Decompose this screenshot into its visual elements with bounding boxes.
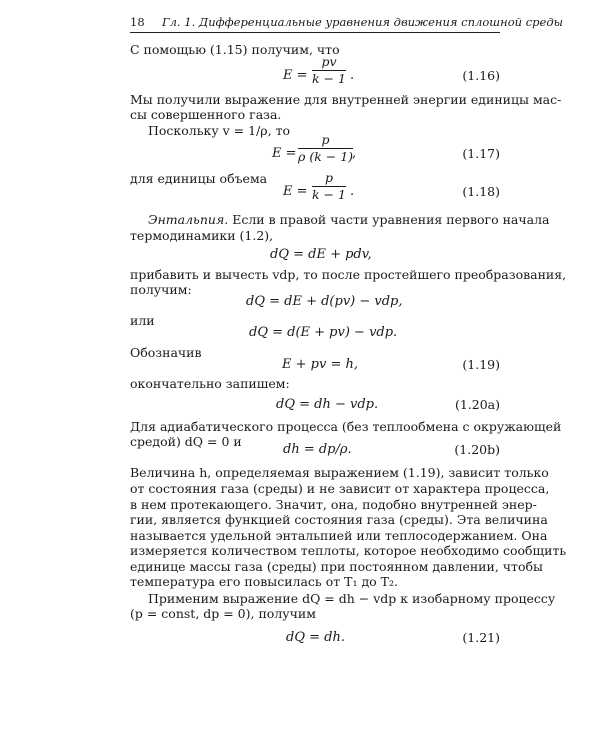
fraction-numerator: p: [312, 171, 346, 187]
text-line: от состояния газа (среды) и не зависит от характера процесса,: [130, 481, 550, 496]
text-line: сы совершенного газа.: [130, 107, 282, 122]
text-line: или: [130, 313, 155, 328]
equation-lhs: E =: [283, 68, 308, 83]
text-line: Применим выражение dQ = dh − vdp к изобарному процессу: [148, 591, 556, 606]
text-line: [148, 212, 550, 227]
text-line: измеряется количеством теплоты, которое необходимо сообщить: [130, 543, 567, 558]
text-line: Для адиабатического процесса (без теплообмена с окружающей: [130, 419, 562, 434]
text-line: окончательно запишем:: [130, 376, 290, 391]
equation-number: (1.19): [462, 357, 500, 372]
equation: dQ = dE + pdv,: [270, 247, 372, 262]
equation: dQ = dh.: [286, 630, 345, 645]
equation: E + pv = h,: [282, 357, 358, 372]
text-line: Величина h, определяемая выражением (1.19), зависит только: [130, 465, 549, 480]
equation-punctuation: .: [350, 184, 355, 199]
running-title: Гл. 1. Дифференциальные уравнения движения сплошной среды: [162, 15, 563, 29]
equation-lhs: E =: [283, 184, 308, 199]
equation-number: (1.18): [462, 184, 500, 199]
equation: dQ = dE + d(pv) − vdp,: [246, 294, 403, 309]
text-line: называется удельной энтальпией или теплосодержанием. Она: [130, 528, 548, 543]
text-line: в нем протекающего. Значит, она, подобно внутренней энер-: [130, 497, 537, 512]
text-line: Обозначив: [130, 345, 202, 360]
equation-punctuation: .: [350, 68, 355, 83]
fraction-denominator: k − 1: [312, 187, 346, 202]
text-line: термодинамики (1.2),: [130, 228, 274, 243]
text-line: гии, является функцией состояния газа (среды). Эта величина: [130, 512, 548, 527]
term-enthalpy: Энтальпия.: [148, 212, 229, 227]
text-line: для единицы объема: [130, 171, 268, 186]
text-line: Мы получили выражение для внутренней энергии единицы мас-: [130, 92, 562, 107]
equation: dQ = d(E + pv) − vdp.: [249, 325, 398, 340]
text-line: прибавить и вычесть vdp, то после простейшего преобразования,: [130, 267, 567, 282]
equation: dQ = dh − vdp.: [276, 397, 379, 412]
text-line: Поскольку v = 1/ρ, то: [148, 123, 291, 138]
text-line: С помощью (1.15) получим, что: [130, 42, 340, 57]
equation-number: (1.21): [462, 630, 500, 645]
text-line: (p = const, dp = 0), получим: [130, 606, 316, 621]
text-line: средой) dQ = 0 и: [130, 434, 242, 449]
fraction: [312, 55, 346, 86]
equation-punctuation: ,: [352, 146, 357, 161]
equation-number: (1.16): [462, 68, 500, 83]
text-line: единице массы газа (среды) при постоянном давлении, чтобы: [130, 559, 543, 574]
fraction-denominator: ρ (k − 1): [298, 149, 354, 164]
fraction-numerator: p: [298, 133, 353, 149]
fraction-denominator: k − 1: [312, 71, 346, 86]
equation-number: (1.20b): [454, 442, 500, 457]
text-line: получим:: [130, 282, 192, 297]
fraction-numerator: pv: [312, 55, 346, 71]
text-fragment: Если в правой части уравнения первого начала: [228, 212, 550, 227]
page-number: 18: [130, 15, 145, 29]
text-line: температура его повысилась от T₁ до T₂.: [130, 574, 398, 589]
equation: dh = dp/ρ.: [283, 442, 352, 457]
equation-number: (1.20a): [454, 397, 500, 412]
fraction: [312, 171, 346, 202]
equation-lhs: E =: [272, 146, 297, 161]
running-header: [130, 12, 563, 33]
equation-number: (1.17): [462, 146, 500, 161]
fraction: [298, 133, 353, 164]
